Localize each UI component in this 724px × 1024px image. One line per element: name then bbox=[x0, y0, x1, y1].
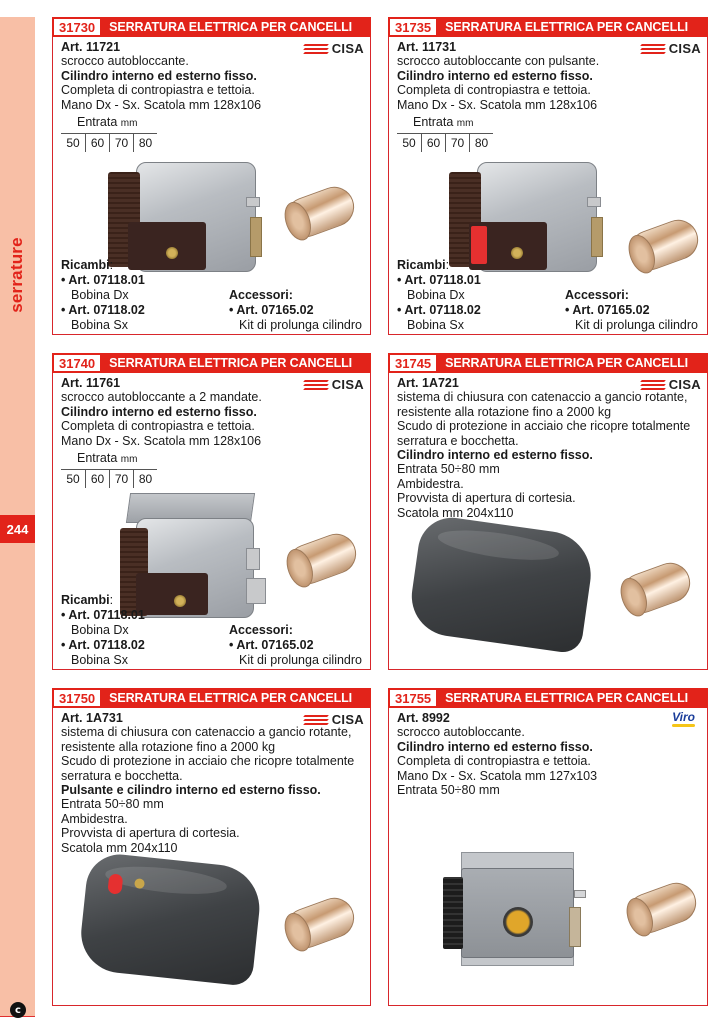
description-line: Scatola mm 204x110 bbox=[397, 505, 514, 520]
product-description bbox=[61, 376, 364, 488]
entrata-table bbox=[397, 133, 493, 152]
description-line: Pulsante e cilindro interno ed esterno fisso. bbox=[61, 783, 321, 798]
description-line: scrocco autobloccante con pulsante. bbox=[397, 54, 600, 69]
description-line: Entrata 50÷80 mm bbox=[61, 797, 164, 812]
entrata-unit: mm bbox=[120, 118, 138, 130]
lock-image bbox=[77, 851, 263, 987]
product-title: SERRATURA ELETTRICA PER CANCELLI bbox=[109, 691, 353, 705]
entrata-unit: mm bbox=[456, 118, 474, 130]
cylinder-image bbox=[280, 181, 359, 243]
product-title: SERRATURA ELETTRICA PER CANCELLI bbox=[445, 20, 689, 34]
copyright-icon: c bbox=[10, 1002, 26, 1018]
description-line: resistente alla rotazione fino a 2000 kg bbox=[61, 739, 276, 754]
product-description bbox=[397, 711, 701, 797]
product-code: 31750 bbox=[54, 690, 100, 706]
entrata-value: 50 bbox=[66, 472, 80, 487]
brand-name: CISA bbox=[331, 41, 364, 56]
accessori-label: Accessori: bbox=[229, 288, 293, 302]
section-label bbox=[3, 232, 31, 317]
description-line: Scatola mm 204x110 bbox=[61, 840, 178, 855]
spare-part-article: • Art. 07118.02 bbox=[397, 303, 481, 317]
accessori-label: Accessori: bbox=[229, 623, 293, 637]
entrata-label bbox=[413, 115, 701, 131]
description-line: Cilindro interno ed esterno fisso. bbox=[397, 448, 593, 463]
accessori-label: Accessori: bbox=[565, 288, 629, 302]
brand-name: CISA bbox=[331, 377, 364, 392]
spare-part-desc: Bobina Dx bbox=[71, 623, 129, 637]
entrata-label bbox=[77, 451, 364, 467]
description-line: Cilindro interno ed esterno fisso. bbox=[397, 739, 593, 754]
article-number: Art. 1A731 bbox=[61, 711, 123, 725]
description-line: sistema di chiusura con catenaccio a gancio rotante, bbox=[61, 725, 352, 740]
product-description bbox=[397, 40, 701, 152]
article-number: Art. 11721 bbox=[61, 40, 121, 54]
description-line: scrocco autobloccante a 2 mandate. bbox=[61, 390, 262, 405]
description-line: Entrata 50÷80 mm bbox=[397, 783, 500, 798]
cylinder-image bbox=[622, 877, 701, 939]
brand-name: CISA bbox=[668, 377, 701, 392]
product-code: 31745 bbox=[390, 355, 436, 371]
entrata-table bbox=[61, 133, 157, 152]
entrata-label-text: Entrata bbox=[77, 451, 118, 466]
description-line: Mano Dx - Sx. Scatola mm 128x106 bbox=[397, 97, 598, 112]
product-card-31730 bbox=[52, 17, 371, 335]
page-number: 244 bbox=[0, 515, 35, 543]
product-title: SERRATURA ELETTRICA PER CANCELLI bbox=[445, 691, 689, 705]
accessory-desc: Kit di prolunga cilindro bbox=[239, 318, 362, 332]
entrata-value: 60 bbox=[85, 470, 109, 488]
product-description bbox=[397, 376, 701, 520]
description-line: Completa di contropiastra e tettoia. bbox=[397, 754, 591, 769]
entrata-value: 60 bbox=[421, 134, 445, 152]
viro-logo: Viro bbox=[672, 710, 695, 727]
accessory-article: • Art. 07165.02 bbox=[565, 303, 650, 317]
accessori-list bbox=[229, 623, 362, 668]
spare-part-article: • Art. 07118.02 bbox=[61, 303, 145, 317]
description-line: Mano Dx - Sx. Scatola mm 128x106 bbox=[61, 97, 262, 112]
product-title: SERRATURA ELETTRICA PER CANCELLI bbox=[445, 356, 689, 370]
article-number: Art. 1A721 bbox=[397, 376, 459, 390]
product-code: 31735 bbox=[390, 19, 436, 35]
entrata-value: 80 bbox=[469, 134, 493, 152]
push-button-red bbox=[107, 873, 123, 894]
entrata-value: 70 bbox=[109, 470, 133, 488]
description-line: Provvista di apertura di cortesia. bbox=[61, 826, 240, 841]
cylinder-image bbox=[624, 214, 703, 276]
description-line: serratura e bocchetta. bbox=[397, 433, 519, 448]
description-line: Cilindro interno ed esterno fisso. bbox=[61, 68, 257, 83]
brand-name: CISA bbox=[668, 41, 701, 56]
accessory-desc: Kit di prolunga cilindro bbox=[575, 318, 698, 332]
ricambi-label: Ricambi bbox=[61, 593, 110, 607]
ricambi-label: Ricambi bbox=[397, 258, 446, 272]
cylinder-image bbox=[280, 892, 359, 954]
description-line: scrocco autobloccante. bbox=[61, 54, 189, 69]
entrata-value: 70 bbox=[109, 134, 133, 152]
description-line: Completa di contropiastra e tettoia. bbox=[61, 419, 255, 434]
entrata-value: 60 bbox=[85, 134, 109, 152]
brand-name: CISA bbox=[331, 712, 364, 727]
description-line: Cilindro interno ed esterno fisso. bbox=[61, 404, 257, 419]
accessory-article: • Art. 07165.02 bbox=[229, 303, 314, 317]
description-line: Ambidestra. bbox=[61, 811, 128, 826]
ricambi-list: Ricambi: • Art. 07118.01 Bobina Dx • Art. 07118.02 Bobina Sx bbox=[61, 593, 145, 667]
section-label-text: serrature bbox=[7, 236, 27, 313]
cylinder-image bbox=[282, 528, 361, 590]
spare-part-article: • Art. 07118.01 bbox=[61, 608, 145, 622]
product-header bbox=[388, 17, 708, 37]
product-title: SERRATURA ELETTRICA PER CANCELLI bbox=[109, 20, 353, 34]
product-code: 31755 bbox=[390, 690, 436, 706]
description-line: Ambidestra. bbox=[397, 476, 464, 491]
description-line: Provvista di apertura di cortesia. bbox=[397, 491, 576, 506]
product-card-31745 bbox=[388, 353, 708, 670]
accessory-desc: Kit di prolunga cilindro bbox=[239, 653, 362, 667]
accessori-list bbox=[565, 288, 698, 333]
product-header bbox=[52, 688, 371, 708]
product-header bbox=[388, 353, 708, 373]
spare-part-article: • Art. 07118.01 bbox=[397, 273, 481, 287]
article-number: Art. 8992 bbox=[397, 711, 450, 725]
entrata-label-text: Entrata bbox=[77, 115, 118, 130]
entrata-unit: mm bbox=[120, 454, 138, 466]
accessory-article: • Art. 07165.02 bbox=[229, 638, 314, 652]
description-line: Mano Dx - Sx. Scatola mm 127x103 bbox=[397, 768, 598, 783]
product-title: SERRATURA ELETTRICA PER CANCELLI bbox=[109, 356, 353, 370]
entrata-value: 50 bbox=[402, 136, 416, 151]
ricambi-list: Ricambi: • Art. 07118.01 Bobina Dx • Art. 07118.02 Bobina Sx bbox=[61, 258, 145, 332]
spare-part-desc: Bobina Sx bbox=[71, 653, 128, 667]
entrata-value: 80 bbox=[133, 134, 157, 152]
description-line: Cilindro interno ed esterno fisso. bbox=[397, 68, 593, 83]
spare-part-article: • Art. 07118.02 bbox=[61, 638, 145, 652]
product-header bbox=[52, 17, 371, 37]
entrata-label bbox=[77, 115, 364, 131]
product-card-31750 bbox=[52, 688, 371, 1006]
ricambi-list: Ricambi: • Art. 07118.01 Bobina Dx • Art. 07118.02 Bobina Sx bbox=[397, 258, 481, 332]
spare-part-desc: Bobina Sx bbox=[407, 318, 464, 332]
description-line: Entrata 50÷80 mm bbox=[397, 462, 500, 477]
ricambi-label: Ricambi bbox=[61, 258, 110, 272]
product-description bbox=[61, 40, 364, 152]
description-line: scrocco autobloccante. bbox=[397, 725, 525, 740]
description-line: Scudo di protezione in acciaio che ricopre totalmente bbox=[397, 419, 691, 434]
description-line: serratura e bocchetta. bbox=[61, 768, 183, 783]
description-line: resistente alla rotazione fino a 2000 kg bbox=[397, 404, 612, 419]
accessori-list bbox=[229, 288, 362, 333]
product-header bbox=[52, 353, 371, 373]
product-card-31740 bbox=[52, 353, 371, 670]
section-sidebar bbox=[0, 17, 35, 1017]
product-code: 31740 bbox=[54, 355, 100, 371]
lock-image bbox=[407, 513, 597, 654]
spare-part-article: • Art. 07118.01 bbox=[61, 273, 145, 287]
description-line: Completa di contropiastra e tettoia. bbox=[397, 83, 591, 98]
product-code: 31730 bbox=[54, 19, 100, 35]
entrata-value: 80 bbox=[133, 470, 157, 488]
article-number: Art. 11731 bbox=[397, 40, 457, 54]
spare-part-desc: Bobina Dx bbox=[407, 288, 465, 302]
entrata-table bbox=[61, 469, 157, 488]
description-line: sistema di chiusura con catenaccio a gancio rotante, bbox=[397, 390, 688, 405]
description-line: Completa di contropiastra e tettoia. bbox=[61, 83, 255, 98]
description-line: Mano Dx - Sx. Scatola mm 128x106 bbox=[61, 433, 262, 448]
cylinder-image bbox=[616, 557, 695, 619]
product-card-31735 bbox=[388, 17, 708, 335]
spare-part-desc: Bobina Sx bbox=[71, 318, 128, 332]
spare-part-desc: Bobina Dx bbox=[71, 288, 129, 302]
product-card-31755 bbox=[388, 688, 708, 1006]
product-header bbox=[388, 688, 708, 708]
article-number: Art. 11761 bbox=[61, 376, 121, 390]
description-line: Scudo di protezione in acciaio che ricopre totalmente bbox=[61, 754, 355, 769]
entrata-label-text: Entrata bbox=[413, 115, 454, 130]
product-description bbox=[61, 711, 364, 855]
entrata-value: 50 bbox=[66, 136, 80, 151]
lock-image bbox=[441, 852, 601, 972]
entrata-value: 70 bbox=[445, 134, 469, 152]
